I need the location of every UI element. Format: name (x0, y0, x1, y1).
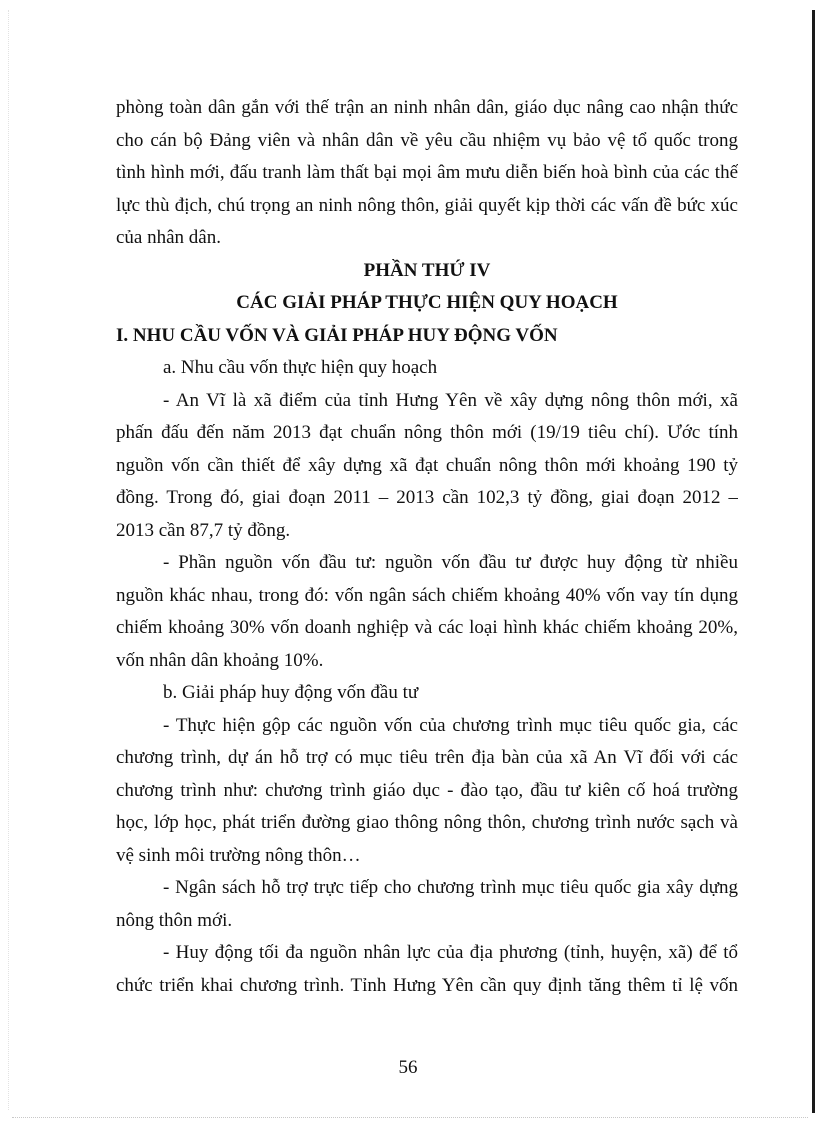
text-line: học, lớp học, phát triển đường giao thông nông thôn, chương trình nước sạch và (116, 812, 738, 833)
text-line: vệ sinh môi trường nông thôn… (116, 844, 361, 866)
intro-paragraph (116, 92, 738, 255)
page-border-left (8, 10, 9, 1110)
page-border-bottom (12, 1117, 808, 1118)
subsection-b-label: b. Giải pháp huy động vốn đầu tư (163, 682, 419, 703)
text-line: lực thù địch, chú trọng an ninh nông thôn, giải quyết kịp thời các vấn đề bức xúc (116, 194, 738, 216)
text-line: nguồn vốn cần thiết để xây dựng xã đạt chuẩn nông thôn mới khoảng 190 tỷ (116, 454, 738, 476)
text-line: vốn nhân dân khoảng 10%. (116, 649, 324, 671)
text-line: chiếm khoảng 30% vốn doanh nghiệp và các loại hình khác chiếm khoảng 20%, (116, 617, 738, 638)
text-line: chức triển khai chương trình. Tỉnh Hưng Yên cần quy định tăng thêm tỉ lệ vốn (116, 974, 738, 996)
part-subtitle: CÁC GIẢI PHÁP THỰC HIỆN QUY HOẠCH (236, 292, 618, 313)
paragraph-b1 (116, 710, 738, 873)
text-line: nguồn khác nhau, trong đó: vốn ngân sách chiếm khoảng 40% vốn vay tín dụng (116, 584, 738, 606)
part-title: PHẦN THỨ IV (363, 259, 491, 281)
page-border-right (812, 10, 815, 1113)
text-line: chương trình như: chương trình giáo dục - đào tạo, đầu tư kiên cố hoá trường (116, 779, 738, 801)
text-line: - An Vĩ là xã điểm của tỉnh Hưng Yên về xây dựng nông thôn mới, xã (163, 389, 738, 411)
text-line: phòng toàn dân gắn với thế trận an ninh nhân dân, giáo dục nâng cao nhận thức (116, 97, 738, 118)
text-line: phấn đấu đến năm 2013 đạt chuẩn nông thôn mới (19/19 tiêu chí). Ước tính (116, 422, 738, 443)
text-line: cho cán bộ Đảng viên và nhân dân về yêu cầu nhiệm vụ bảo vệ tổ quốc trong (116, 129, 738, 151)
text-line: - Phần nguồn vốn đầu tư: nguồn vốn đầu tư được huy động từ nhiều (163, 552, 738, 573)
paragraph-a1 (116, 385, 738, 548)
page-content (116, 92, 738, 1002)
page-number: 56 (398, 1057, 418, 1078)
paragraph-b3 (116, 937, 738, 1002)
text-line: nông thôn mới. (116, 909, 233, 931)
subsection-b-heading (116, 677, 738, 710)
subsection-a-heading (116, 352, 738, 385)
text-line: - Thực hiện gộp các nguồn vốn của chương trình mục tiêu quốc gia, các (163, 714, 738, 736)
text-line: 2013 cần 87,7 tỷ đồng. (116, 519, 291, 541)
paragraph-b2 (116, 872, 738, 937)
text-line: của nhân dân. (116, 227, 221, 248)
text-line: chương trình, dự án hỗ trợ có mục tiêu trên địa bàn của xã An Vĩ đối với các (116, 747, 738, 768)
text-line: - Ngân sách hỗ trợ trực tiếp cho chương trình mục tiêu quốc gia xây dựng (163, 877, 738, 898)
text-line: tình hình mới, đấu tranh làm thất bại mọi âm mưu diễn biến hoà bình của các thế (116, 162, 738, 183)
text-line: - Huy động tối đa nguồn nhân lực của địa phương (tỉnh, huyện, xã) để tổ (163, 942, 738, 963)
paragraph-a2 (116, 547, 738, 677)
subsection-a-label: a. Nhu cầu vốn thực hiện quy hoạch (163, 357, 438, 378)
text-line: đồng. Trong đó, giai đoạn 2011 – 2013 cần 102,3 tỷ đồng, giai đoạn 2012 – (116, 487, 738, 508)
section-heading: I. NHU CẦU VỐN VÀ GIẢI PHÁP HUY ĐỘNG VỐN (116, 324, 558, 346)
